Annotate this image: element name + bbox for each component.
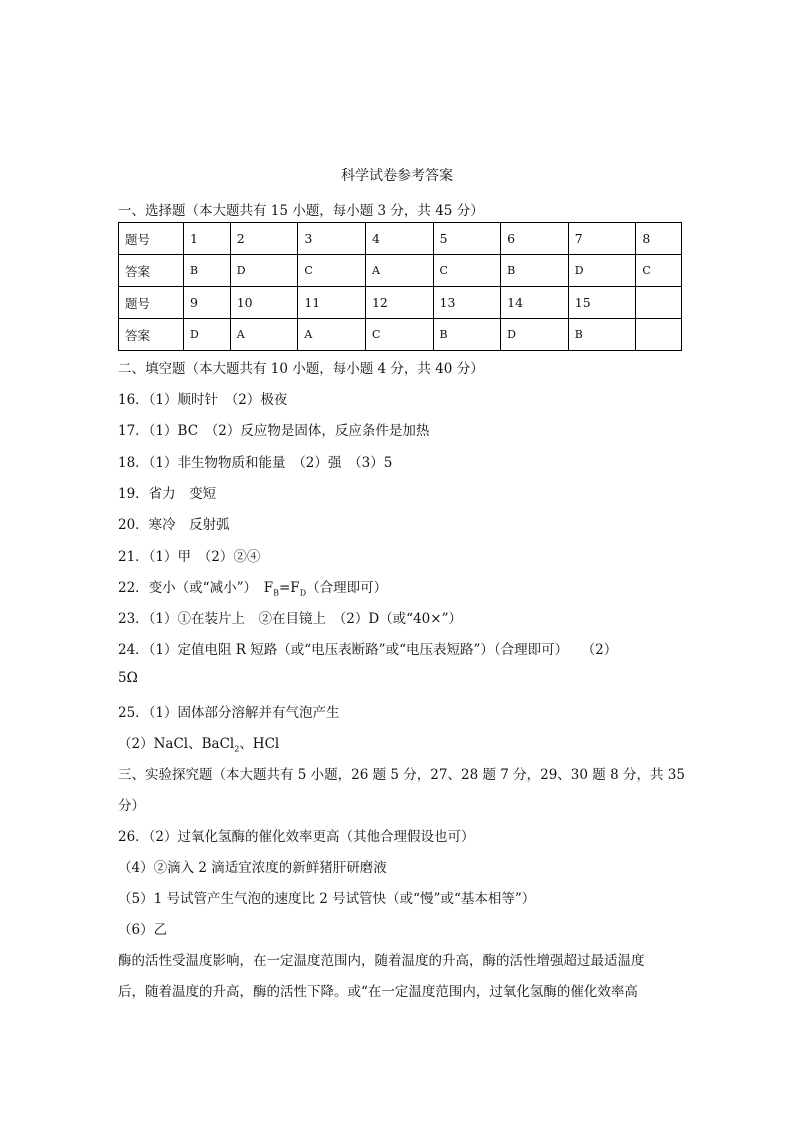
answer-18: 18．（1）非生物物质和能量 （2）强 （3）5 xyxy=(118,455,393,471)
table-cell: D xyxy=(568,255,636,287)
table-cell: B xyxy=(501,255,569,287)
page-title: 科学试卷参考答案 xyxy=(341,168,453,184)
table-cell: 答案 xyxy=(119,255,184,287)
force-subscript-b: B xyxy=(273,588,279,598)
table-cell: 14 xyxy=(501,287,569,319)
answer-25-line1: 25．（1）固体部分溶解并有气泡产生 xyxy=(118,705,340,721)
table-cell: 11 xyxy=(298,287,366,319)
table-cell: 8 xyxy=(636,223,682,255)
section3-heading-line1: 三、实验探究题（本大题共有 5 小题，26 题 5 分，27、28 题 7 分，29、30 题 8 分，共 35 xyxy=(118,767,685,783)
answer-22-prefix: 22．变小（或“减小”） xyxy=(118,580,264,596)
table-cell xyxy=(636,287,682,319)
table-cell: B xyxy=(568,319,636,351)
section1-heading: 一、选择题（本大题共有 15 小题，每小题 3 分，共 45 分） xyxy=(118,203,484,219)
section2-heading: 二、填空题（本大题共有 10 小题，每小题 4 分，共 40 分） xyxy=(118,361,484,377)
force-equals: =F xyxy=(279,580,300,596)
table-cell: C xyxy=(636,255,682,287)
table-cell: D xyxy=(501,319,569,351)
table-cell: 题号 xyxy=(119,287,184,319)
answer-20: 20．寒冷 反射弧 xyxy=(118,517,230,533)
table-cell: 7 xyxy=(568,223,636,255)
table-cell: 9 xyxy=(184,287,231,319)
table-cell: A xyxy=(298,319,366,351)
table-cell: 题号 xyxy=(119,223,184,255)
table-cell: 3 xyxy=(298,223,366,255)
table-cell: 15 xyxy=(568,287,636,319)
table-cell: 2 xyxy=(230,223,298,255)
force-symbol: F xyxy=(263,580,274,596)
answer-19: 19．省力 变短 xyxy=(118,486,217,502)
table-cell: D xyxy=(184,319,231,351)
table-row xyxy=(119,255,682,287)
table-cell: 4 xyxy=(365,223,433,255)
table-cell: C xyxy=(365,319,433,351)
section3-heading-line2: 分） xyxy=(118,798,145,814)
table-cell: 1 xyxy=(184,223,231,255)
bacl-subscript: 2 xyxy=(234,744,240,754)
answer-24-line2: 5Ω xyxy=(118,670,138,686)
table-row xyxy=(119,319,682,351)
table-row xyxy=(119,223,682,255)
table-cell: 5 xyxy=(433,223,501,255)
answer-25-suffix: 、HCl xyxy=(239,736,280,752)
table-cell: A xyxy=(230,319,298,351)
answer-26-6: （6）乙 xyxy=(118,922,168,938)
table-cell: D xyxy=(230,255,298,287)
table-cell: A xyxy=(365,255,433,287)
table-cell: 13 xyxy=(433,287,501,319)
table-cell: 12 xyxy=(365,287,433,319)
table-row xyxy=(119,287,682,319)
answer-16: 16．（1）顺时针 （2）极夜 xyxy=(118,392,288,408)
force-subscript-d: D xyxy=(299,588,307,598)
answer-17: 17．（1）BC （2）反应物是固体，反应条件是加热 xyxy=(118,423,430,439)
answer-26-6-explanation-line2: 后，随着温度的升高，酶的活性下降。或“在一定温度范围内，过氧化氢酶的催化效率高 xyxy=(118,984,638,1000)
answer-table xyxy=(118,222,682,351)
answer-25-line2 xyxy=(118,732,279,754)
answer-26-5: （5）1 号试管产生气泡的速度比 2 号试管快（或“慢”或“基本相等”） xyxy=(118,891,536,907)
answer-26-2: 26．（2）过氧化氢酶的催化效率更高（其他合理假设也可） xyxy=(118,829,475,845)
table-cell xyxy=(636,319,682,351)
answer-23: 23．（1）①在装片上 ②在目镜上 （2）D（或“40×”） xyxy=(118,611,462,627)
table-cell: B xyxy=(433,319,501,351)
table-cell: 答案 xyxy=(119,319,184,351)
answer-26-4: （4）②滴入 2 滴适宜浓度的新鲜猪肝研磨液 xyxy=(118,860,387,876)
table-cell: 10 xyxy=(230,287,298,319)
answer-22 xyxy=(118,576,387,598)
table-cell: B xyxy=(184,255,231,287)
table-cell: 6 xyxy=(501,223,569,255)
table-cell: C xyxy=(298,255,366,287)
answer-22-suffix: （合理即可） xyxy=(306,580,388,596)
table-cell: C xyxy=(433,255,501,287)
answer-25-prefix: （2）NaCl、BaCl xyxy=(118,736,235,752)
answer-26-6-explanation-line1: 酶的活性受温度影响，在一定温度范围内，随着温度的升高，酶的活性增强超过最适温度 xyxy=(118,953,645,969)
answer-21: 21．（1）甲 （2）②④ xyxy=(118,549,261,565)
answer-24-line1: 24．（1）定值电阻 R 短路（或“电压表断路”或“电压表短路”）（合理即可） （2） xyxy=(118,642,618,658)
